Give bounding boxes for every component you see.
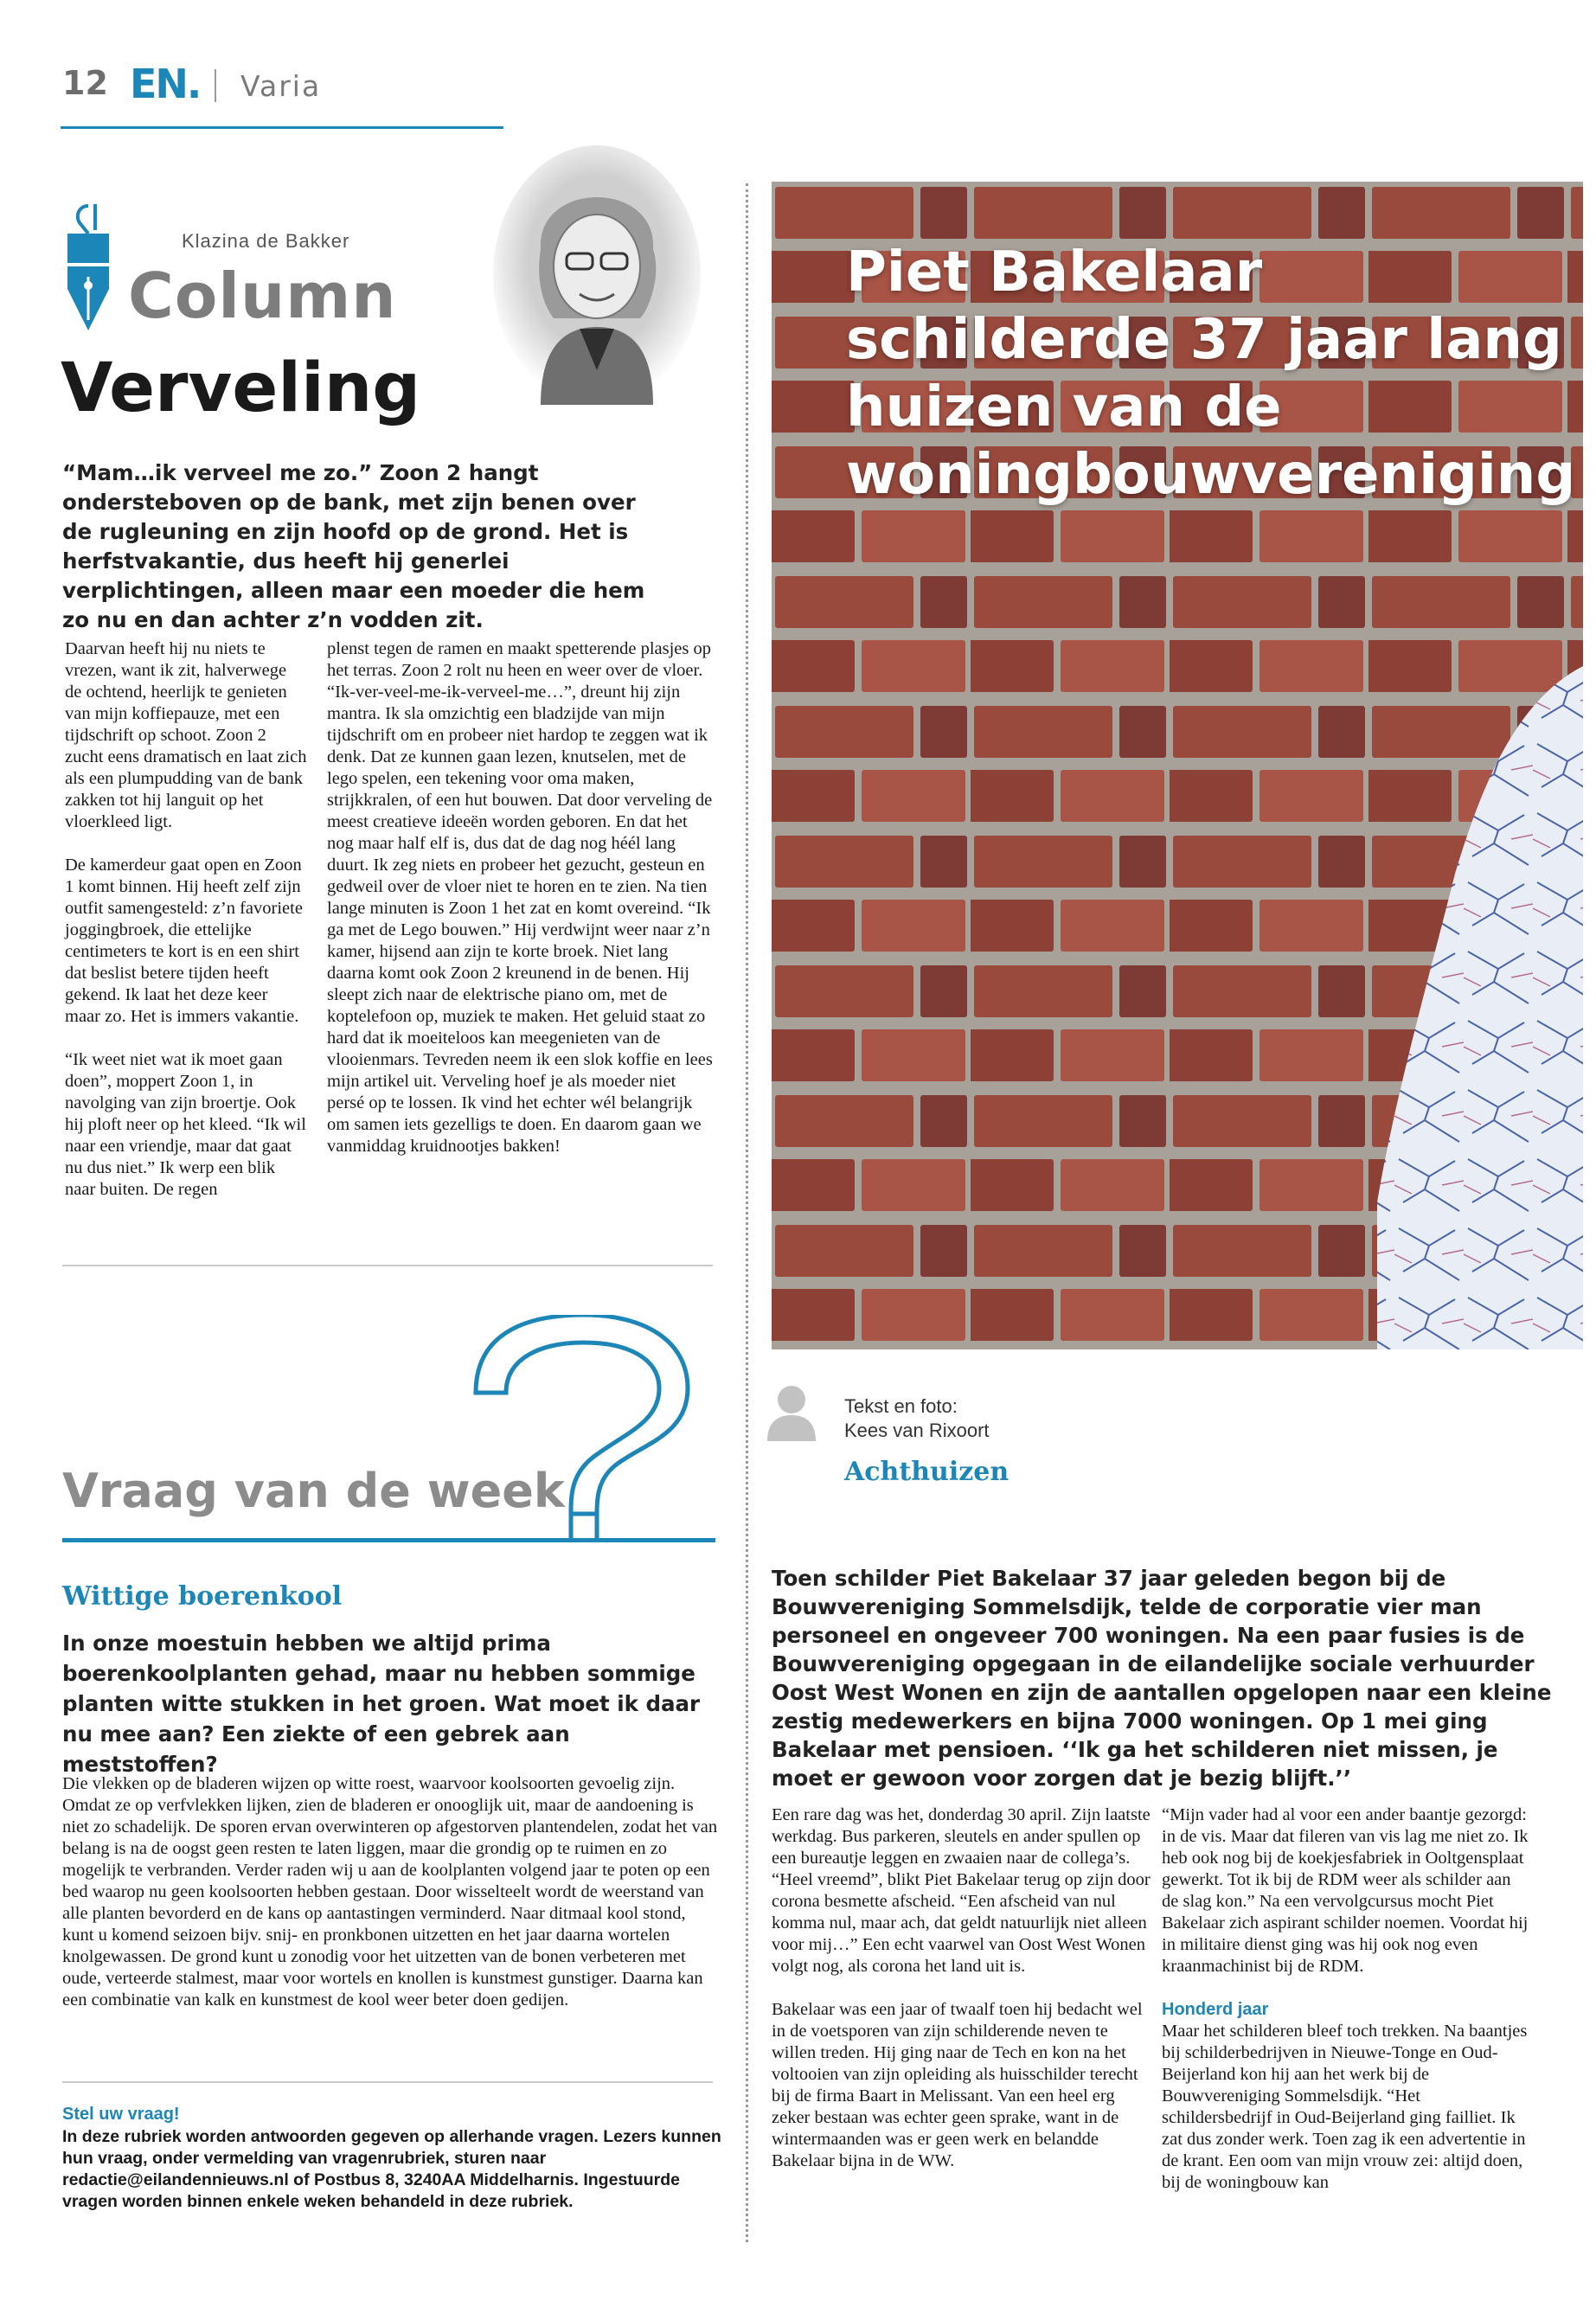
- section-divider: [62, 2081, 713, 2083]
- paragraph: Daarvan heeft hij nu niets te vrezen, want ik zit, halverwege de ochtend, heerlijk te genieten van mijn koffiepauze, met een tijdschrift op schoot. Zoon 2 zucht eens dramatisch en laat zich als een plumpudding van de bank zakken tot hij languit op het vloerkleed ligt.: [65, 639, 307, 831]
- vraag-question: In onze moestuin hebben we altijd prima boerenkoolplanten gehad, maar nu hebben sommige planten witte stukken in het groen. Wat moet ik daar nu mee aan? Een ziekte of een gebrek aan meststoffen?: [62, 1631, 701, 1777]
- author-portrait: [489, 145, 705, 413]
- stel-vraag-body: In deze rubriek worden antwoorden gegeven op allerhande vragen. Lezers kunnen hun vraag, onder vermelding van vragenrubriek, sturen naar redactie@eilandennieuws.nl of Postbus 8, 3240AA Middelharnis. Ingestuurde vragen worden binnen enkele weken behandeld in deze rubriek.: [62, 2127, 721, 2211]
- column-author: Klazina de Bakker: [182, 230, 350, 252]
- article-body-right: [1162, 1804, 1529, 2215]
- article-body-left: [772, 1804, 1152, 2194]
- vraag-rule: [62, 1538, 715, 1542]
- paragraph: De kamerdeur gaat open en Zoon 1 komt binnen. Hij heeft zelf zijn outfit samengesteld: z’n favoriete joggingbroek, die ettelijke centimeters te kort is en een shirt dat beslist betere tijden heeft gekend. Ik laat het deze keer maar zo. Het is immers vakantie.: [65, 856, 303, 1026]
- column-body-left: [65, 638, 307, 1222]
- article-headline: Piet Bakelaar schilderde 37 jaar lang huizen van de woningbouwvereniging: [846, 240, 1576, 507]
- person-icon: [767, 1384, 816, 1441]
- paragraph: Bakelaar was een jaar of twaalf toen hij bedacht wel in de voetsporen van zijn schilderende neven te willen treden. Hij ging naar de Tech en kon na het voltooien van zijn opleiding als huisschilder terecht bij de firma Baart in Melissant. Van een heel erg zeker bestaan was echter geen sprake, want in de wintermaanden was er geen werk en belandde Bakelaar bijna in de WW.: [772, 2000, 1143, 2170]
- article-byline: [844, 1394, 990, 1443]
- column-intro: “Mam…ik verveel me zo.” Zoon 2 hangt ondersteboven op de bank, met zijn benen over de rugleuning en zijn hoofd op de grond. Het is herfstvakantie, dus heeft hij generlei verplichtingen, alleen maar een moeder die hem zo nu en dan achter z’n vodden zit.: [62, 460, 645, 632]
- header-rule: [61, 126, 503, 129]
- vraag-answer: Die vlekken op de bladeren wijzen op witte roest, waarvoor koolsoorten gevoelig zijn. Omdat ze op verfvlekken lijken, zien de bladeren er onooglijk uit, maar de aandoening is niet zo schadelijk. De sporen ervan overwinteren op afgestorven plantendelen, zodat het van belang is na de oogst geen resten te laten liggen, maar die grondig op te ruimen en zo mogelijk te verbranden. Verder raden wij u aan de koolplanten volgend jaar te poten op een bed waarop nu geen koolsoorten hebben gestaan. Door wisselteelt wordt de weerstand van alle planten bevorderd en de kans op aantastingen verminderd. Naar ditmaal kool stond, kunt u komend seizoen bijv. snij- en pronkbonen uitzetten en het jaar daarna wortelen knolgewassen. De grond kunt u zonodig voor het uitzetten van de bonen verbeteren met oude, verteerde stalmest, maar voor wortels en knollen is kunstmest gunstiger. Daarna kan een combinatie van kalk en kunstmest de kool weer beter doen gedijen.: [62, 1774, 718, 2009]
- header-separator: [215, 69, 216, 102]
- section-divider: [62, 1265, 713, 1266]
- column-separator: [746, 183, 748, 2242]
- column-body-right: [327, 638, 716, 1179]
- column-label: Column: [128, 260, 397, 332]
- stel-vraag-title: Stel uw vraag!: [62, 2105, 180, 2124]
- byline-label: Tekst en foto:: [844, 1395, 958, 1417]
- vraag-heading: Vraag van de week: [62, 1464, 565, 1518]
- paragraph: Maar het schilderen bleef toch trekken. Na baantjes bij schilderbedrijven in Nieuwe-Tonge en Oud-Beijerland kon hij aan het werk bij de Bouwvereniging Sommelsdijk. “Het schildersbedrijf in Oud-Beijerland ging failliet. Ik zat dus zonder werk. Toen zag ik een advertentie in de krant. Een oom van mijn vrouw zei: altijd doen, bij de woningbouw kan: [1162, 2022, 1528, 2192]
- section-name: Varia: [240, 69, 322, 103]
- page-number: 12: [62, 64, 108, 102]
- column-title: Verveling: [61, 349, 421, 427]
- vraag-title: Wittige boerenkool: [62, 1581, 343, 1612]
- paragraph: plenst tegen de ramen en maakt spetterende plasjes op het terras. Zoon 2 rolt nu heen en weer over de vloer. “Ik-ver-veel-me-ik-verveel-me…”, dreunt hij zijn mantra. Ik sla omzichtig een bladzijde van mijn tijdschrift om en probeer niet hardop te zeggen wat ik denk. Dat ze kunnen gaan lezen, knutselen, met de lego spelen, een tekening voor oma maken, strijkkralen, of een hut bouwen. Dat door verveling de meest creatieve ideeën worden geboren. En dat het nog maar half elf is, dus dat de dag nog héél lang duurt. Ik zeg niets en probeer het gezucht, gesteun en gedweil over de vloer niet te horen en te zien. Na tien lange minuten is Zoon 1 het zat en komt overeind. “Ik ga met de Lego bouwen.” Hij verdwijnt weer naar z’n kamer, hijsend aan zijn te korte broek. Niet lang daarna komt ook Zoon 2 kreunend in de benen. Hij sleept zich naar de elektrische piano om, met de koptelefoon op, muziek te maken. Het geluid staat zo hard dat ik moeiteloos kan meegenieten van de vlooienmars. Tevreden neem ik een slok koffie en lees mijn artikel uit. Verveling hoef je als moeder niet persé op te lossen. Ik vind het echter wél belangrijk om samen iets gezelligs te doen. En daarom gaan we vanmiddag kruidnootjes bakken!: [327, 639, 713, 1156]
- paragraph: Een rare dag was het, donderdag 30 april. Zijn laatste werkdag. Bus parkeren, sleutels en ander spullen op een bureautje leggen en zwaaien naar de collega’s. “Heel vreemd”, blikt Piet Bakelaar terug op zijn door corona besmette afscheid. “Een afscheid van nul komma nul, maar ach, dat geldt natuurlijk niet alleen voor mij…” Een echt vaarwel van Oost West Wonen volgt nog, als corona het land uit is.: [772, 1805, 1151, 1976]
- article-dateline: Achthuizen: [844, 1457, 1010, 1487]
- byline-author: Kees van Rixoort: [844, 1420, 990, 1441]
- paragraph: “Ik weet niet wat ik moet gaan doen”, moppert Zoon 1, in navolging van zijn broertje. Ook hij ploft neer op het kleed. “Ik wil naar een vriendje, maar dat gaat nu dus niet.” Ik werp een blik naar buiten. De regen: [65, 1050, 306, 1199]
- fountain-pen-icon: [62, 199, 114, 337]
- article-lead: Toen schilder Piet Bakelaar 37 jaar geleden begon bij de Bouwvereniging Sommelsdijk, telde de corporatie vier man personeel en ongeveer 700 woningen. Na een paar fusies is de Bouwvereniging opgegaan in de eilandelijke sociale verhuurder Oost West Wonen en zijn de aantallen opgelopen naar een kleine zestig medewerkers en bijna 7000 woningen. Op 1 mei ging Bakelaar met pensioen. ‘‘Ik ga het schilderen niet missen, je moet er gewoon voor zorgen dat je bezig blijft.’’: [772, 1566, 1552, 1791]
- paragraph: “Mijn vader had al voor een ander baantje gezorgd: in de vis. Maar dat fileren van vis lag me niet zo. Ik heb ook nog bij de koekjesfabriek in Ooltgensplaat gewerkt. Tot ik bij de RDM weer als schilder aan de slag kon.” Na een vervolgcursus mocht Piet Bakelaar zich aspirant schilder noemen. Voordat hij in militaire dienst ging was hij ook nog even kraanmachinist bij de RDM.: [1162, 1805, 1529, 1976]
- article-subhead: Honderd jaar: [1162, 2000, 1269, 2019]
- publication-logo: EN.: [130, 61, 201, 107]
